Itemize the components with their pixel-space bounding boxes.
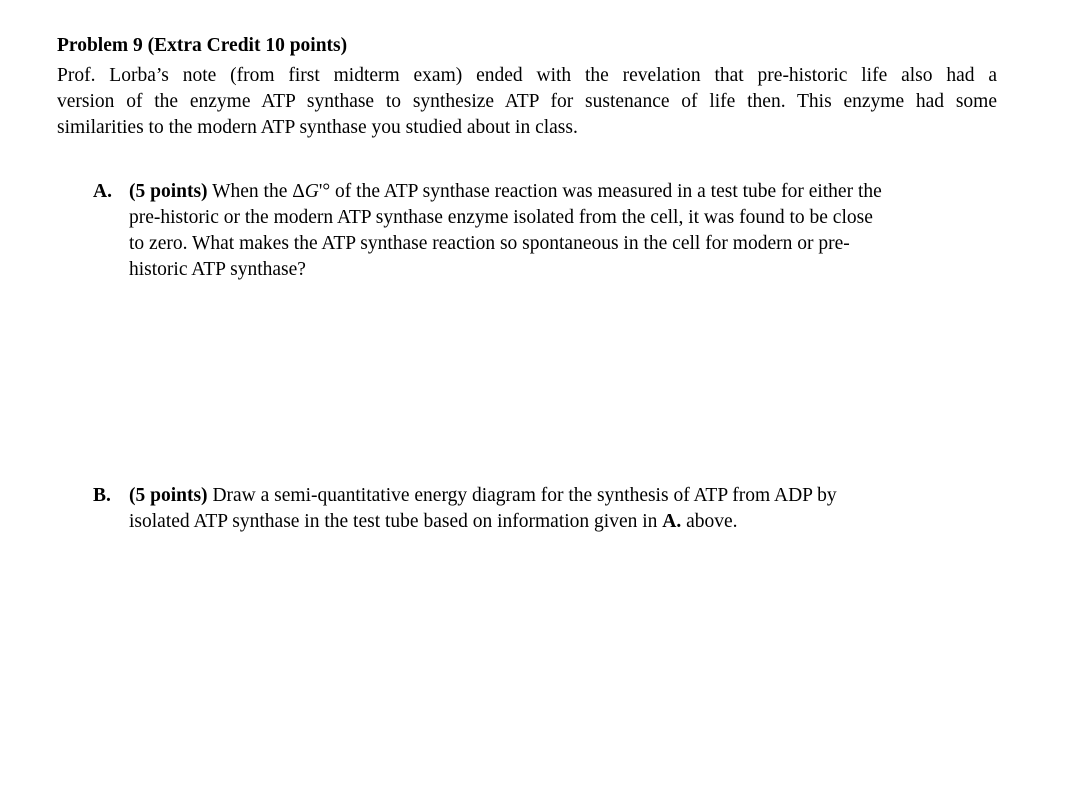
part-a-points: (5 points)	[129, 181, 208, 202]
intro-line: version of the enzyme ATP synthase to synthesize ATP for sustenance of life then. This enzyme had some	[57, 91, 997, 112]
part-a-line: to zero. What makes the ATP synthase reaction so spontaneous in the cell for modern or pre-	[129, 233, 850, 254]
part-b-question	[129, 483, 991, 535]
delta-symbol: Δ	[292, 181, 305, 202]
part-a-marker: A.	[93, 181, 112, 202]
part-b-line	[129, 509, 991, 535]
part-a-text: When the	[207, 181, 293, 202]
prime-degree-symbol: '°	[318, 181, 331, 202]
part-b-text: above.	[681, 511, 738, 532]
part-a-line: pre-historic or the modern ATP synthase enzyme isolated from the cell, it was found to be close	[129, 207, 873, 228]
part-b-marker: B.	[93, 485, 111, 506]
g-symbol: G	[304, 181, 319, 202]
part-b-line	[129, 483, 991, 509]
part-b-text: isolated ATP synthase in the test tube based on information given in	[129, 511, 663, 532]
problem-intro	[57, 63, 997, 141]
part-a-question	[129, 179, 991, 283]
part-a-text: of the ATP synthase reaction was measured in a test tube for either the	[330, 181, 882, 202]
part-b-text: Draw a semi-quantitative energy diagram for the synthesis of ATP from ADP by	[207, 485, 837, 506]
intro-line: similarities to the modern ATP synthase you studied about in class.	[57, 117, 578, 138]
part-a-reference: A.	[662, 511, 682, 532]
problem-title: Problem 9 (Extra Credit 10 points)	[57, 35, 348, 56]
part-a-line: historic ATP synthase?	[129, 259, 306, 280]
part-a-line	[129, 179, 991, 205]
part-b-points: (5 points)	[129, 485, 208, 506]
intro-line: Prof. Lorba’s note (from first midterm exam) ended with the revelation that pre-historic life also had a	[57, 65, 997, 86]
